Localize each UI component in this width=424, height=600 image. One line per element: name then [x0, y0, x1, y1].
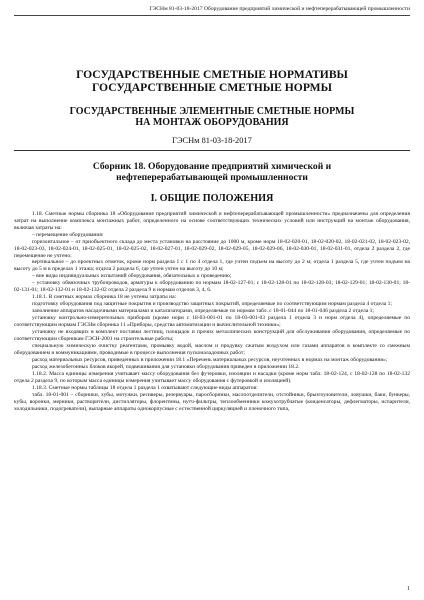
running-header: ГЭСНм 81-03-18-2017 Оборудование предприятий химической и нефтеперерабатывающей промышленности: [14, 6, 410, 16]
paragraph: – установку обвязочных трубопроводов, арматуры к оборудованию по нормам 18-02-127-01; с 18-02-128-01 по 18-02-128-03; 18-02-129-01; 18-02-130-01; 18-02-131-01; 18-02-132-01 и 18-02-132-02 отдела 2 раздела 9 и нормам отделов 3, 4, 6.: [14, 280, 410, 294]
body-text: [14, 211, 410, 413]
paragraph: 1.18. Сметные нормы сборника 18 «Оборудование предприятий химической и нефтеперерабатывающей промышленности» предназначены для определения затрат на выполнение комплекса монтажных работ, определенного на основе соответствующих технических условий или инструкций на монтаж оборудования, включая затраты на:: [14, 210, 410, 231]
section-heading: I. ОБЩИЕ ПОЛОЖЕНИЯ: [150, 192, 274, 204]
paragraph: 1.18.3. Сметные нормы таблицы 18 отдела 1 раздела 1 охватывают следующие виды аппаратов:: [32, 384, 258, 391]
collection-title-line-2: нефтеперерабатывающей промышленности: [116, 171, 308, 183]
paragraph: табл. 18-01-001 – сборники, хубы, мотужки, ресиверы, резервуары, пароcборники, маслоотделители, отстойники, брызгоуловители, ловушки, баки, бункеры, кубы, воронки, мерники, растворители, дистилляторы, флорентины, нутч-фильтры, теплообменники кожухотрубчатые (конденсаторы, дефлегматоры, испарители, холодильники, подогреватели), выпарные аппараты однокорпусные с естественной циркуляцией и пленочного типа,: [14, 391, 410, 412]
main-title-line-2: ГОСУДАРСТВЕННЫЕ СМЕТНЫЕ НОРМЫ: [91, 81, 333, 94]
document-code: ГЭСНм 81-03-18-2017: [172, 135, 252, 145]
horizontal-rule: [14, 150, 410, 151]
paragraph: специальную химическую очистку реагентами, промывку водой, маслом и продувку сжатым воздухом или газами аппаратов в комплекте со смежным оборудованием и коммуникациями, проводимые в процессе выполнения пусконаладочных работ;: [14, 342, 410, 356]
paragraph: подготовку оборудования под защитные покрытия и производство защитных покрытий, определяемые по соответствующим нормам раздела 4 отдела 1;: [32, 301, 392, 308]
paragraph: установку не входящих в комплект поставки лестниц, площадок и прочих металлических конструкций для обслуживания оборудования, определяемые по соответствующим сборникам ГЭСН-2001 на строительные работы;: [14, 329, 410, 342]
paragraph: – вне виды индивидуальных испытаний оборудования, обязательных к проведению;: [32, 273, 232, 280]
paragraph: – перемещение оборудования:: [32, 231, 104, 238]
paragraph: вертикальное – до проектных отметок, кроме норм раздела 1 с 1 по 4 отдела 1, где учтен подъем на высоту до 2 м; отдела 1 раздела 5, где учтен подъем на высоту до 5 м в пределах 1 этажа; отдела 2 раздела 6, где учтен учтен на высоту до 10 м;: [14, 259, 410, 273]
paragraph: расход материальных ресурсов, приведенных в приложении 18.1 «Перечень материальных ресурсов, неучтенных в нормах на монтаж оборудования»;: [32, 356, 388, 363]
paragraph: заполнение аппаратов насадочными материалами и катализаторами, определяемые по нормам табл. с 18-01-044 по 18-01-046 раздела 2 отдела 1;: [32, 308, 374, 315]
subtitle-line-1: ГОСУДАРСТВЕННЫЕ ЭЛЕМЕНТНЫЕ СМЕТНЫЕ НОРМЫ: [69, 106, 355, 117]
collection-title-line-1: Сборник 18. Оборудование предприятий химической и: [92, 160, 332, 172]
paragraph: горизонтальное – от приобъектного склада до места установки на расстояние до 1000 м, кроме норм 18-02-020-01, 18-02-020-02, 18-02-021-02, 18-02-023-02, 18-02-023-03, 18-02-024-01, 18-02-025-01, 18-02-025-02, 18-02-027-01, 18-02-029-02, 18-02-029-05, 18-02-029-06, 18-02-030-01, 18-02-031-01, отдела 2 раздела 2, где перемещение не учтено;: [14, 238, 410, 259]
paragraph: 1.18.2. Масса единицы измерения учитывает массу оборудования без футеровки, изоляции и насадки (кроме норм табл. 18-02-124, с 18-02-128 по 18-02-132 отдела 2 раздела 9, по которым масса единицы измерения учитывает массу оборудования с футеровкой и изоляцией).: [14, 370, 410, 384]
subtitle-line-2: НА МОНТАЖ ОБОРУДОВАНИЯ: [135, 117, 289, 129]
main-title-line-1: ГОСУДАРСТВЕННЫЕ СМЕТНЫЕ НОРМАТИВЫ: [76, 68, 348, 81]
paragraph: установку контрольно-измерительных приборов (кроме норм с 18-03-001-01 по 18-03-001-03 раздела 1 отдела 3 и норм отдела 4), определяемые по соответствующим нормам ГЭСНм сборника 11 «Приборы, средства автоматизации и вычислительной техники»;: [14, 315, 410, 329]
paragraph: расход железобетонных блоков якорей, подвешивания для установки оборудования приведен в приложении 18.2.: [32, 363, 300, 370]
page-number: 1: [407, 586, 410, 592]
paragraph: 1.18.1. В сметных нормах сборника 18 не учтены затраты на:: [32, 294, 177, 301]
